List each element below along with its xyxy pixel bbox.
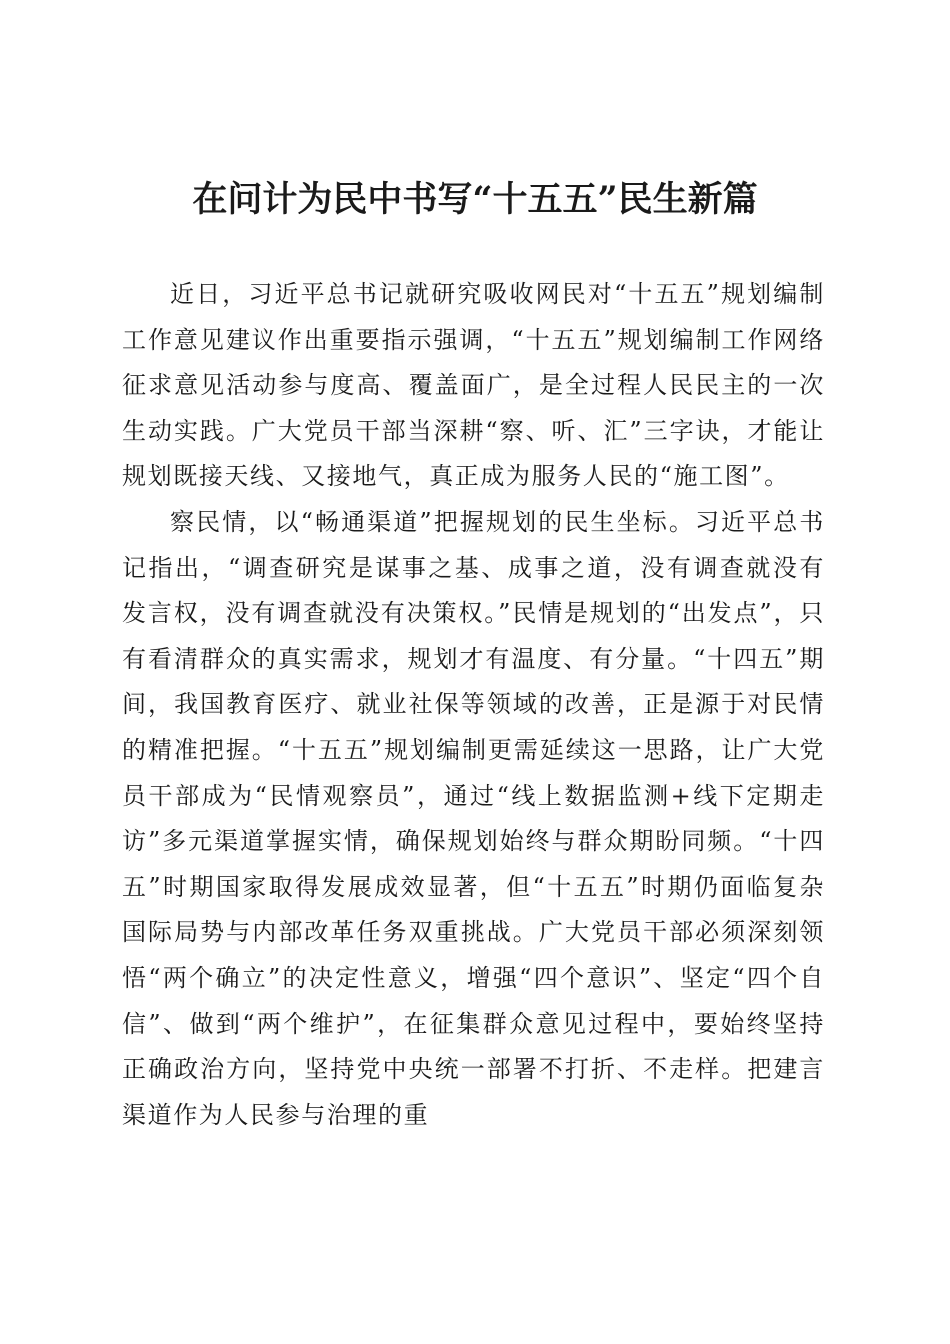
paragraph-2: 察民情，以“畅通渠道”把握规划的民生坐标。习近平总书记指出，“调查研究是谋事之基、成事之道，没有调查就没有发言权，没有调查就没有决策权。”民情是规划的“出发点”，只有看清群众的真实需求，规划才有温度、有分量。“十四五”期间，我国教育医疗、就业社保等领域的改善，正是源于对民情的精准把握。“十五五”规划编制更需延续这一思路，让广大党员干部成为“民情观察员”，通过“线上数据监测+线下定期走访”多元渠道掌握实情，确保规划始终与群众期盼同频。“十四五”时期国家取得发展成效显著，但“十五五”时期仍面临复杂国际局势与内部改革任务双重挑战。广大党员干部必须深刻领悟“两个确立”的决定性意义，增强“四个意识”、坚定“四个自信”、做到“两个维护”，在征集群众意见过程中，要始终坚持正确政治方向，坚持党中央统一部署不打折、不走样。把建言渠道作为人民参与治理的重: [122, 507, 825, 1129]
paragraph-1: 近日，习近平总书记就研究吸收网民对“十五五”规划编制工作意见建议作出重要指示强调，“十五五”规划编制工作网络征求意见活动参与度高、覆盖面广，是全过程人民民主的一次生动实践。广大党员干部当深耕“察、听、汇”三字诀，才能让规划既接天线、又接地气，真正成为服务人民的“施工图”。: [122, 280, 825, 491]
document-title: 在问计为民中书写“十五五”民生新篇: [192, 179, 758, 220]
document-body: [122, 272, 825, 1138]
